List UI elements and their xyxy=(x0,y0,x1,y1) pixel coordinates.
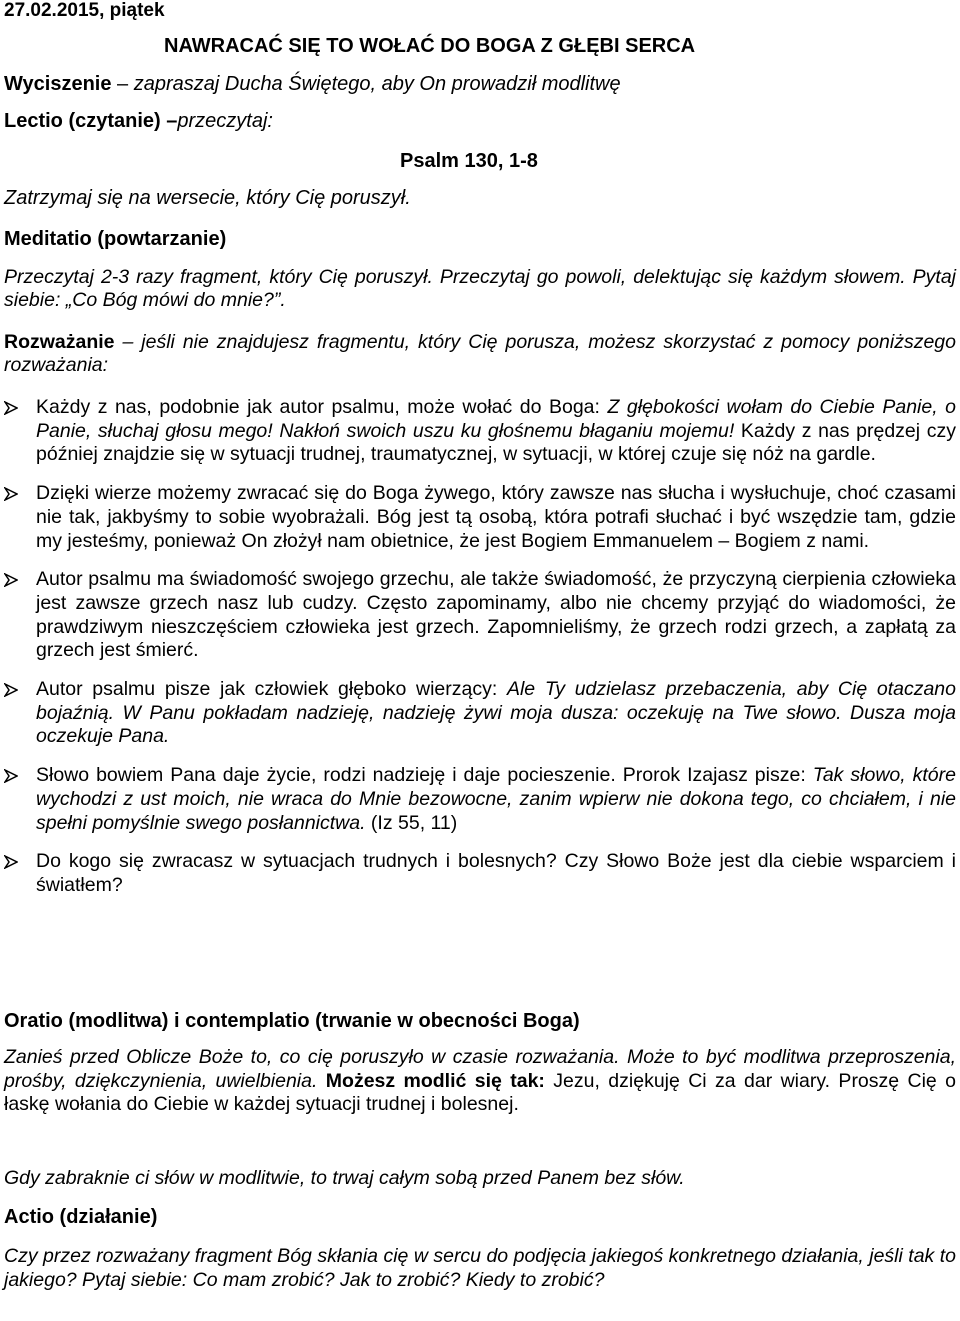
meditatio-heading: Meditatio (powtarzanie) xyxy=(4,228,227,250)
arrowhead-bullet-icon xyxy=(4,401,18,415)
lectio-text: przeczytaj: xyxy=(177,110,273,132)
rozwazanie-text: – jeśli nie znajdujesz fragmentu, który Cię porusza, możesz skorzystać z pomocy poniższego rozważania: xyxy=(4,331,956,376)
arrowhead-bullet-icon xyxy=(4,769,18,783)
psalm-reference: Psalm 130, 1-8 xyxy=(400,150,538,172)
bullet-4-quote: Ale Ty udzielasz przebaczenia, aby Cię otaczano bojaźnią. W Panu pokładam nadzieję, nadzieję żywi moja dusza: oczekuję na Twe słowo. Dusza moja oczekuje Pana. xyxy=(36,678,956,748)
oratio-prayer: Jezu, dziękuję Ci za dar wiary. Proszę Cię o łaskę wołania do Ciebie w każdej sytuacji trudnej i bolesnej. xyxy=(4,1069,956,1116)
bullet-3-text: Autor psalmu ma świadomość swojego grzechu, ale także świadomość, że przyczyną cierpienia człowieka jest zawsze grzech nasz lub cudzy. Często zapominamy, albo nie chcemy przyjąć do wiadomości, że prawdziwym nieszczęściem człowieka jest grzech. Zapomnieliśmy, że grzech rodzi grzech, a zapłatą za grzech jest śmierć. xyxy=(36,568,956,662)
oratio-text xyxy=(4,1046,956,1117)
oratio-bold: Możesz modlić się tak: xyxy=(317,1069,545,1092)
reflection-list xyxy=(4,396,956,913)
arrowhead-bullet-icon xyxy=(4,855,18,869)
lectio-label: Lectio (czytanie) – xyxy=(4,110,178,132)
wyciszenie-text: zapraszaj Ducha Świętego, aby On prowadził modlitwę xyxy=(133,73,621,95)
bullet-4-text-a: Autor psalmu pisze jak człowiek głęboko wierzący: xyxy=(36,678,507,701)
oratio-heading: Oratio (modlitwa) i contemplatio (trwanie w obecności Boga) xyxy=(4,1010,580,1032)
rozwazanie-label: Rozważanie xyxy=(4,331,115,353)
list-item xyxy=(4,850,956,897)
wyciszenie-dash: – xyxy=(111,73,134,95)
bullet-5-quote: Tak słowo, które wychodzi z ust moich, nie wraca do Mnie bezowocne, zanim wpierw nie dokona tego, co chciałem, i nie spełni pomyślnie swego posłannictwa. xyxy=(36,764,956,834)
bullet-1-text-c: Każdy z nas prędzej czy później znajdzie się w sytuacji trudnej, traumatycznej, w sytuacji, w której czuje się nóż na gardle. xyxy=(36,419,956,466)
list-item xyxy=(4,568,956,663)
arrowhead-bullet-icon xyxy=(4,683,18,697)
date-line: 27.02.2015, piątek xyxy=(4,0,165,21)
list-item xyxy=(4,482,956,553)
actio-heading: Actio (działanie) xyxy=(4,1206,158,1228)
bullet-5-text-a: Słowo bowiem Pana daje życie, rodzi nadzieję i daje pocieszenie. Prorok Izajasz pisze: xyxy=(36,764,813,787)
bullet-1-quote: Z głębokości wołam do Ciebie Panie, o Panie, słuchaj głosu mego! Nakłoń swoich uszu ku głośnemu błaganiu mojemu! xyxy=(36,396,956,442)
arrowhead-bullet-icon xyxy=(4,573,18,587)
page-title: NAWRACAĆ SIĘ TO WOŁAĆ DO BOGA Z GŁĘBI SERCA xyxy=(164,35,696,57)
bullet-1-text-a: Każdy z nas, podobnie jak autor psalmu, może wołać do Boga: xyxy=(36,396,608,418)
rozwazanie-intro xyxy=(4,331,956,377)
arrowhead-bullet-icon xyxy=(4,487,18,501)
lectio-line xyxy=(4,110,273,132)
list-item xyxy=(4,396,956,467)
oratio-silence-text: Gdy zabraknie ci słów w modlitwie, to trwaj całym sobą przed Panem bez słów. xyxy=(4,1167,685,1189)
wyciszenie-label: Wyciszenie xyxy=(4,73,112,95)
list-item xyxy=(4,678,956,749)
bullet-5-reference: (Iz 55, 11) xyxy=(365,811,458,834)
bullet-6-text: Do kogo się zwracasz w sytuacjach trudnych i bolesnych? Czy Słowo Boże jest dla ciebie wsparciem i światłem? xyxy=(36,850,956,896)
wyciszenie-line xyxy=(4,73,621,95)
bullet-2-text: Dzięki wierze możemy zwracać się do Boga żywego, który zawsze nas słucha i wysłuchuje, choć czasami nie tak, jakbyśmy to sobie wyobrażali. Bóg jest tą osobą, która potrafi słuchać i być wszędzie tam, gdzie my jesteśmy, ponieważ On złożył nam obietnice, że jest Bogiem Emmanuelem – Bogiem z nami. xyxy=(36,482,956,552)
meditatio-text: Przeczytaj 2-3 razy fragment, który Cię poruszył. Przeczytaj go powoli, delektując się każdym słowem. Pytaj siebie: „Co Bóg mówi do mnie?”. xyxy=(4,266,956,311)
actio-text: Czy przez rozważany fragment Bóg skłania cię w sercu do podjęcia jakiegoś konkretnego działania, jeśli tak to jakiego? Pytaj siebie: Co mam zrobić? Jak to zrobić? Kiedy to zrobić? xyxy=(4,1245,956,1291)
oratio-italic: Zanieś przed Oblicze Boże to, co cię poruszyło w czasie rozważania. Może to być modlitwa przeproszenia, prośby, dziękczynienia, uwielbienia. xyxy=(4,1046,956,1092)
lectio-stop-text: Zatrzymaj się na wersecie, który Cię poruszył. xyxy=(4,187,411,209)
list-item xyxy=(4,764,956,835)
